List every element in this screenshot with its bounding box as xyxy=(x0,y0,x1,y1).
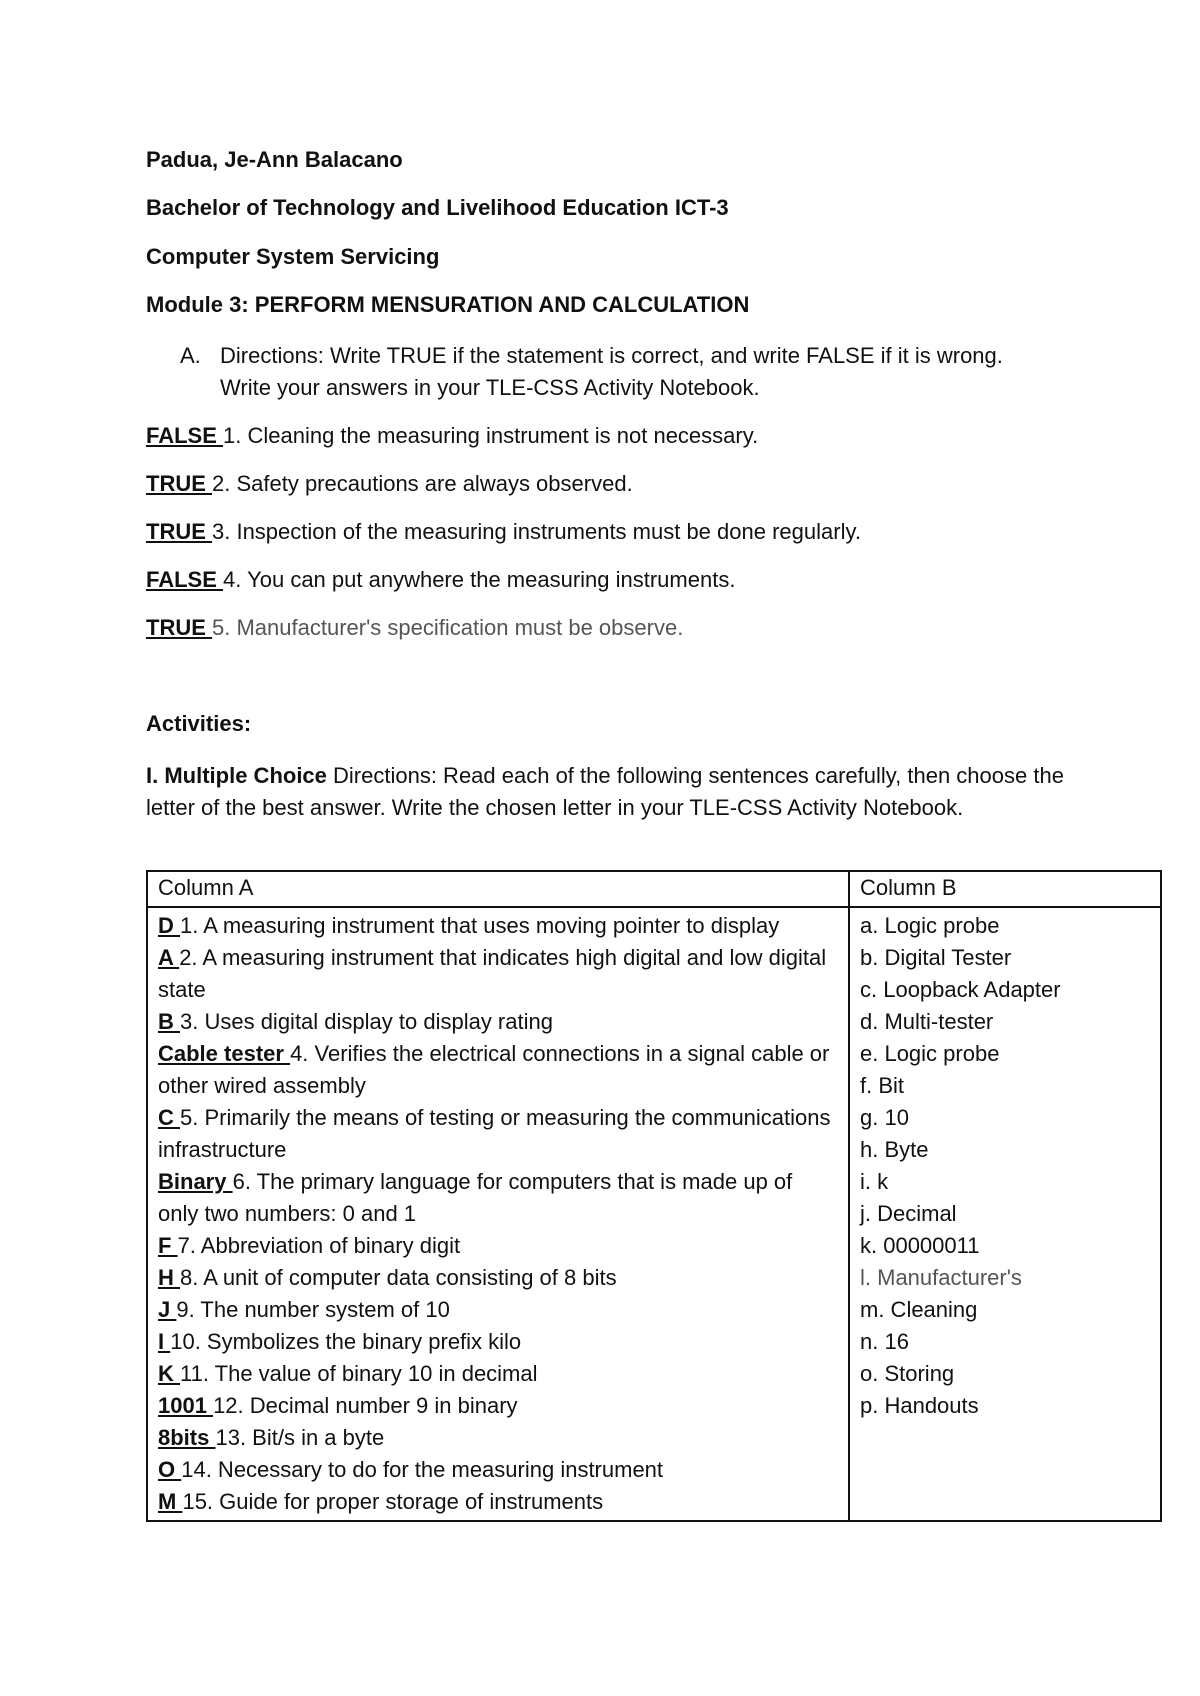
item-answer: J xyxy=(158,1297,177,1322)
tf-answer: TRUE xyxy=(146,471,212,496)
item-text: 10. Symbolizes the binary prefix kilo xyxy=(170,1329,522,1354)
item-answer: D xyxy=(158,913,180,938)
tf-item xyxy=(146,614,683,642)
column-a-cell xyxy=(147,907,849,1521)
column-a-item xyxy=(158,1006,838,1038)
item-answer: I xyxy=(158,1329,171,1354)
item-answer: H xyxy=(158,1265,180,1290)
column-a-item xyxy=(158,1038,838,1102)
column-b-option: c. Loopback Adapter xyxy=(860,977,1061,1002)
column-b-cell xyxy=(849,907,1161,1521)
column-a-item xyxy=(158,1230,838,1262)
part-a-directions-text: Directions: Write TRUE if the statement is correct, and write FALSE if it is wrong. Write your answers in your TLE-CSS Activity Notebook. xyxy=(220,343,1003,400)
column-b-option: m. Cleaning xyxy=(860,1297,978,1322)
column-a-item xyxy=(158,942,838,1006)
column-b-option: k. 00000011 xyxy=(860,1233,980,1258)
tf-item xyxy=(146,518,861,546)
column-a-item xyxy=(158,1358,838,1390)
column-a-item xyxy=(158,1454,838,1486)
tf-statement: 1. Cleaning the measuring instrument is not necessary. xyxy=(223,423,759,448)
tf-statement: 5. Manufacturer's specification must be observe. xyxy=(212,615,684,640)
item-text: 1. A measuring instrument that uses moving pointer to display xyxy=(180,913,780,938)
item-text: 2. A measuring instrument that indicates high digital and low digital state xyxy=(158,945,827,1002)
tf-item xyxy=(146,422,758,450)
table-header-row xyxy=(147,871,1161,907)
column-b-option: j. Decimal xyxy=(860,1201,957,1226)
item-answer: 8bits xyxy=(158,1425,216,1450)
item-text: 8. A unit of computer data consisting of 8 bits xyxy=(180,1265,617,1290)
tf-statement: 2. Safety precautions are always observed. xyxy=(212,471,633,496)
column-a-item xyxy=(158,1166,838,1230)
activities-title: Activities: xyxy=(146,711,252,736)
matching-table xyxy=(146,870,1162,1522)
column-b-option: b. Digital Tester xyxy=(860,945,1012,970)
item-answer: C xyxy=(158,1105,180,1130)
item-answer: Cable tester xyxy=(158,1041,291,1066)
student-name: Padua, Je-Ann Balacano xyxy=(146,147,403,172)
item-text: 7. Abbreviation of binary digit xyxy=(177,1233,461,1258)
item-answer: O xyxy=(158,1457,182,1482)
column-a-header: Column A xyxy=(147,871,849,907)
item-text: 13. Bit/s in a byte xyxy=(215,1425,385,1450)
subject-title: Computer System Servicing xyxy=(146,244,440,269)
item-text: 15. Guide for proper storage of instruments xyxy=(182,1489,604,1514)
tf-statement: 3. Inspection of the measuring instruments must be done regularly. xyxy=(212,519,861,544)
column-b-option: g. 10 xyxy=(860,1105,909,1130)
item-text: 9. The number system of 10 xyxy=(176,1297,450,1322)
column-b-option: n. 16 xyxy=(860,1329,909,1354)
item-text: 6. The primary language for computers that is made up of only two numbers: 0 and 1 xyxy=(158,1169,793,1226)
column-b-option: e. Logic probe xyxy=(860,1041,1000,1066)
multiple-choice-directions xyxy=(146,760,1066,824)
item-text: 3. Uses digital display to display rating xyxy=(180,1009,553,1034)
column-a-item xyxy=(158,1262,838,1294)
mc-label: I. Multiple Choice xyxy=(146,763,327,788)
column-a-item xyxy=(158,1422,838,1454)
column-b-option: i. k xyxy=(860,1169,889,1194)
item-text: 4. Verifies the electrical connections in a signal cable or other wired assembly xyxy=(158,1041,830,1098)
tf-answer: FALSE xyxy=(146,423,224,448)
item-answer: K xyxy=(158,1361,180,1386)
column-a-item xyxy=(158,1294,838,1326)
column-a-item xyxy=(158,1486,838,1518)
item-answer: F xyxy=(158,1233,178,1258)
column-b-option: h. Byte xyxy=(860,1137,929,1162)
item-answer: A xyxy=(158,945,180,970)
part-a-label: A. xyxy=(180,343,201,368)
column-a-item xyxy=(158,1326,838,1358)
item-text: 5. Primarily the means of testing or measuring the communications infrastructure xyxy=(158,1105,831,1162)
program-title: Bachelor of Technology and Livelihood Education ICT-3 xyxy=(146,195,729,220)
item-answer: B xyxy=(158,1009,180,1034)
tf-answer: TRUE xyxy=(146,519,212,544)
column-b-option: d. Multi-tester xyxy=(860,1009,994,1034)
item-answer: 1001 xyxy=(158,1393,214,1418)
column-b-option: l. Manufacturer's xyxy=(860,1265,1022,1290)
tf-answer: TRUE xyxy=(146,615,212,640)
tf-item xyxy=(146,470,633,498)
item-answer: Binary xyxy=(158,1169,233,1194)
item-answer: M xyxy=(158,1489,183,1514)
column-b-option: o. Storing xyxy=(860,1361,955,1386)
tf-statement: 4. You can put anywhere the measuring instruments. xyxy=(223,567,736,592)
mc-directions-text: Directions: Read each of the following sentences carefully, then choose the letter of the best answer. Write the chosen letter in your TLE-CSS Activity Notebook. xyxy=(146,763,1064,820)
tf-item xyxy=(146,566,735,594)
column-b-header: Column B xyxy=(849,871,1161,907)
item-text: 11. The value of binary 10 in decimal xyxy=(180,1361,538,1386)
column-b-option: p. Handouts xyxy=(860,1393,979,1418)
column-a-item xyxy=(158,1102,838,1166)
column-b-option: a. Logic probe xyxy=(860,913,1000,938)
column-a-item xyxy=(158,1390,838,1422)
item-text: 14. Necessary to do for the measuring instrument xyxy=(181,1457,664,1482)
item-text: 12. Decimal number 9 in binary xyxy=(213,1393,518,1418)
column-b-option: f. Bit xyxy=(860,1073,905,1098)
table-row xyxy=(147,907,1161,1521)
module-title: Module 3: PERFORM MENSURATION AND CALCULATION xyxy=(146,292,750,317)
tf-answer: FALSE xyxy=(146,567,224,592)
column-a-item xyxy=(158,910,838,942)
